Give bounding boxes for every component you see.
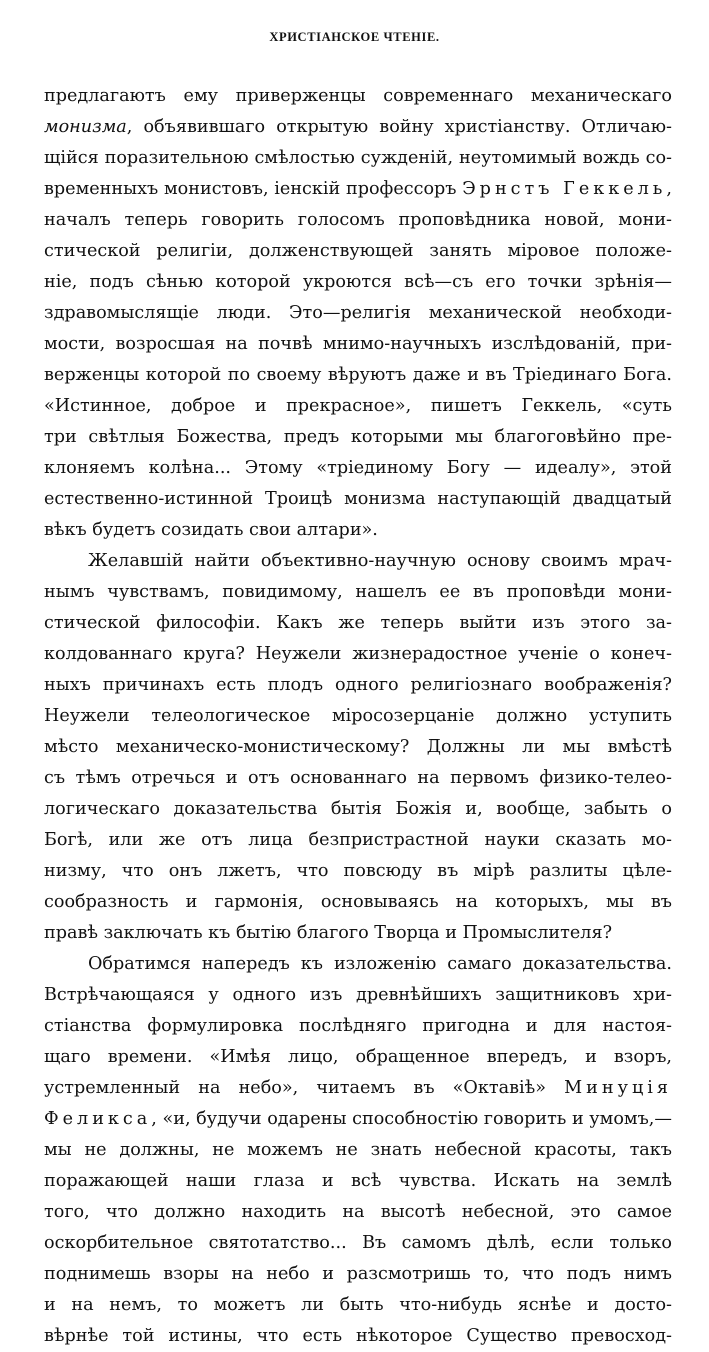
text-line: Встрѣчающаяся у одного изъ древнѣйшихъ защитниковъ хри- (44, 985, 672, 1005)
text-line: вѣрнѣе той истины, что есть нѣкоторое Существо превосход- (44, 1326, 672, 1346)
text-line: низму, что онъ лжетъ, что повсюду въ мiрѣ разлиты цѣле- (44, 861, 672, 881)
text-line: мѣсто механическо-монистическому? Должны ли мы вмѣстѣ (44, 737, 672, 757)
text-line: щаго времени. «Имѣя лицо, обращенное впередъ, и взоръ, (44, 1047, 672, 1067)
text-line: предлагаютъ ему приверженцы современнаго механическаго (44, 86, 672, 106)
text-line: и на немъ, то можетъ ли быть что-нибудь яснѣе и досто- (44, 1295, 672, 1315)
text-line (44, 112, 672, 143)
text-line: оскорбительное святотатство... Въ самомъ дѣлѣ, если только (44, 1233, 672, 1253)
text-line: началъ теперь говорить голосомъ проповѣдника новой, мони- (44, 210, 672, 230)
text-line: ныхъ причинахъ есть плодъ одного религiознаго воображенiя? (44, 675, 672, 695)
text-line: три свѣтлыя Божества, предъ которыми мы благоговѣйно пре- (44, 427, 672, 447)
text-line: мости, возросшая на почвѣ мнимо-научныхъ изслѣдованiй, при- (44, 334, 672, 354)
text-span: устремленный на небо», читаемъ въ «Октавiѣ» (44, 1078, 565, 1098)
text-line: естественно-истинной Троицѣ монизма наступающiй двадцатый (44, 489, 672, 509)
body-text (44, 81, 672, 1352)
text-line: клоняемъ колѣна... Этому «трiединому Богу — идеалу», этой (44, 458, 672, 478)
text-line: съ тѣмъ отречься и отъ основаннаго на первомъ физико-телео- (44, 768, 672, 788)
text-line: колдованнаго круга? Неужели жизнерадостное ученiе о конеч- (44, 644, 672, 664)
text-span: , объявившаго открытую войну христiанству. Отличаю- (126, 117, 672, 137)
text-span: временныхъ монистовъ, iенскiй профессоръ (44, 179, 463, 199)
text-line: Неужели телеологическое мiросозерцанiе должно уступить (44, 706, 672, 726)
text-span: , (666, 179, 672, 199)
spaced-name: Феликса (44, 1109, 152, 1129)
text-line: Богѣ, или же отъ лица безпристрастной науки сказать мо- (44, 830, 672, 850)
text-span: , «и, будучи одарены способностiю говорить и умомъ,— (151, 1109, 672, 1129)
text-line: поднимешь взоры на небо и разсмотришь то, что подъ нимъ (44, 1264, 672, 1284)
text-line (44, 1104, 672, 1135)
text-line: здравомыслящiе люди. Это—религiя механической необходи- (44, 303, 672, 323)
text-line: щiйся поразительною смѣлостью сужденiй, неутомимый вождь со- (44, 148, 672, 168)
text-line: вѣкъ будетъ созидать свои алтари». (44, 520, 378, 540)
text-line: «Истинное, доброе и прекрасное», пишетъ Геккель, «суть (44, 396, 672, 416)
text-line: правѣ заключать къ бытiю благого Творца и Промыслителя? (44, 923, 613, 943)
text-line: верженцы которой по своему вѣруютъ даже и въ Трiединаго Бога. (44, 365, 672, 385)
text-line: стiанства формулировка послѣдняго пригодна и для настоя- (44, 1016, 672, 1036)
text-line: нiе, подъ сѣнью которой укроются всѣ—съ его точки зрѣнiя— (44, 272, 672, 292)
text-line: сообразность и гармонiя, основываясь на которыхъ, мы въ (44, 892, 672, 912)
spaced-name: Минуцiя (564, 1078, 672, 1098)
text-line: Желавшiй найти объективно-научную основу своимъ мрач- (88, 551, 672, 571)
text-line: поражающей наши глаза и всѣ чувства. Искать на землѣ (44, 1171, 672, 1191)
text-line (44, 174, 672, 205)
text-line: логическаго доказательства бытiя Божiя и, вообще, забыть о (44, 799, 672, 819)
text-line: мы не должны, не можемъ не знать небесной красоты, такъ (44, 1140, 672, 1160)
spaced-name: Эрнстъ Геккель (462, 179, 667, 199)
italic-text: монизма (44, 117, 127, 137)
text-line: Обратимся напередъ къ изложенiю самаго доказательства. (88, 954, 672, 974)
running-header: ХРИСТIАНСКОЕ ЧТЕНIЕ. (269, 30, 440, 44)
text-line: того, что должно находить на высотѣ небесной, это самое (44, 1202, 672, 1222)
text-line: нымъ чувствамъ, повидимому, нашелъ ее въ проповѣди мони- (44, 582, 672, 602)
text-line (44, 1073, 672, 1104)
text-line: стической философiи. Какъ же теперь выйти изъ этого за- (44, 613, 672, 633)
text-line: стической религiи, долженствующей занять мiровое положе- (44, 241, 672, 261)
